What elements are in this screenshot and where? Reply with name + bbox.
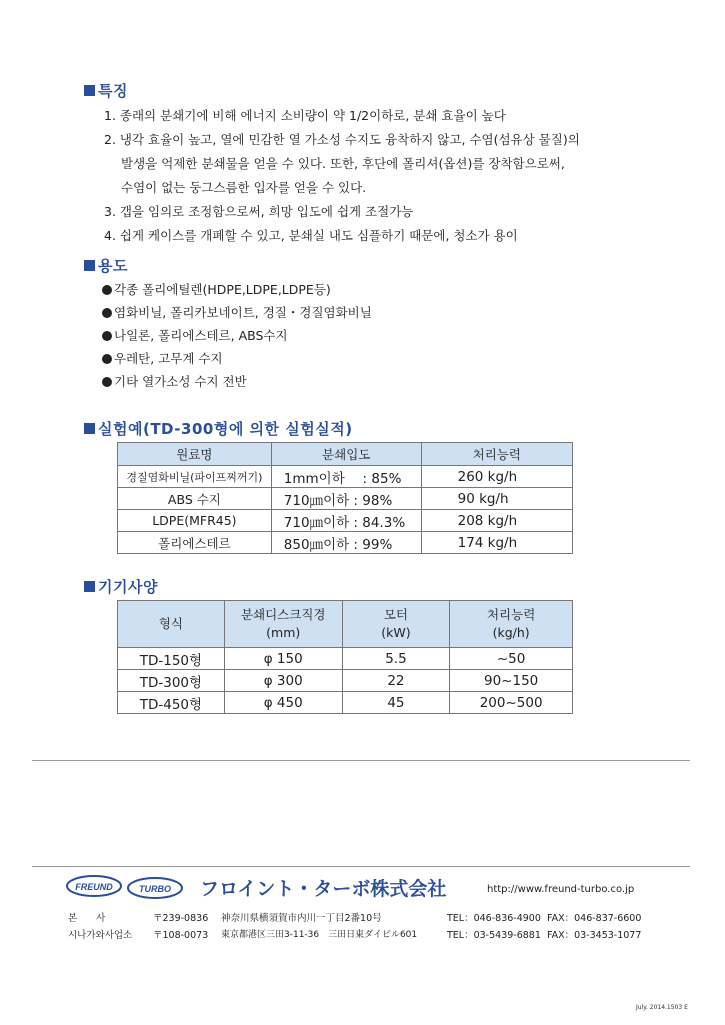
specs-title: 기기사양 bbox=[84, 576, 158, 597]
capacity-cell: 174 kg/h bbox=[421, 532, 572, 554]
feature-line: 발생을 억제한 분쇄물을 얻을 수 있다. 또한, 후단에 폴리셔(옵션)를 장착함으로써, bbox=[121, 156, 565, 171]
experiment-table bbox=[117, 442, 573, 554]
motor-cell: 22 bbox=[342, 670, 450, 692]
square-bullet-icon bbox=[84, 423, 95, 434]
specs-table bbox=[117, 600, 573, 714]
particle-size-cell: 1mm이하 : 85% bbox=[271, 466, 421, 488]
feature-line: 수염이 없는 둥그스름한 입자를 얻을 수 있다. bbox=[121, 180, 367, 195]
use-item: 우레탄, 고무계 수지 bbox=[102, 349, 223, 367]
column-header: 처리능력 bbox=[421, 443, 572, 466]
company-url[interactable]: http://www.freund-turbo.co.jp bbox=[487, 884, 635, 895]
column-header: 형식 bbox=[118, 601, 225, 648]
feature-line: 3. 갭을 임의로 조정함으로써, 희망 입도에 쉽게 조절가능 bbox=[104, 204, 414, 219]
disc-diameter-cell: φ 300 bbox=[224, 670, 342, 692]
feature-line: 1. 종래의 분쇄기에 비해 에너지 소비량이 약 1/2이하로, 분쇄 효율이 높다 bbox=[104, 108, 506, 123]
office-fax: FAX：03-3453-1077 bbox=[547, 930, 642, 941]
bullet-dot-icon bbox=[102, 308, 112, 318]
uses-title: 용도 bbox=[84, 255, 128, 276]
use-item: 나일론, 폴리에스테르, ABS수지 bbox=[102, 326, 288, 344]
capacity-cell: 90 kg/h bbox=[421, 488, 572, 510]
motor-cell: 5.5 bbox=[342, 648, 450, 670]
bullet-dot-icon bbox=[102, 285, 112, 295]
use-item: 각종 폴리에틸렌(HDPE,LDPE,LDPE등) bbox=[102, 280, 331, 298]
column-header: 모터 (kW) bbox=[342, 601, 450, 648]
company-name: フロイント・ターボ株式会社 bbox=[200, 878, 447, 900]
capacity-cell: 200~500 bbox=[450, 692, 573, 714]
features-title: 특징 bbox=[84, 80, 128, 101]
feature-line: 2. 냉각 효율이 높고, 열에 민감한 열 가소성 수지도 융착하지 않고, 수염(섬유상 물질)의 bbox=[104, 132, 580, 147]
motor-cell: 45 bbox=[342, 692, 450, 714]
office-address: 東京都港区三田3-11-36 三田日東ダイビル601 bbox=[221, 930, 418, 940]
table-header-row bbox=[118, 443, 573, 466]
model-cell: TD-150형 bbox=[118, 648, 225, 670]
particle-size-cell: 850㎛이하 : 99% bbox=[271, 532, 421, 554]
table-row bbox=[118, 510, 573, 532]
capacity-cell: 90~150 bbox=[450, 670, 573, 692]
model-cell: TD-300형 bbox=[118, 670, 225, 692]
feature-line: 4. 쉽게 케이스를 개폐할 수 있고, 분쇄실 내도 심플하기 때문에, 청소가 용이 bbox=[104, 228, 518, 243]
logo-left-text: FREUND bbox=[75, 882, 113, 892]
office-zip: 〒108-0073 bbox=[153, 930, 209, 941]
experiment-title: 실험예(TD-300형에 의한 실험실적) bbox=[84, 418, 353, 439]
material-cell: LDPE(MFR45) bbox=[118, 510, 272, 532]
office-name: 시나가와사업소 bbox=[68, 930, 133, 941]
square-bullet-icon bbox=[84, 581, 95, 592]
document-code: July. 2014.1503 E bbox=[636, 1004, 688, 1011]
model-cell: TD-450형 bbox=[118, 692, 225, 714]
table-row bbox=[118, 692, 573, 714]
table-row bbox=[118, 532, 573, 554]
column-header: 분쇄입도 bbox=[271, 443, 421, 466]
office-tel: TEL：03-5439-6881 bbox=[447, 930, 541, 941]
logo-right-text: TURBO bbox=[139, 884, 171, 894]
disc-diameter-cell: φ 450 bbox=[224, 692, 342, 714]
material-cell: 폴리에스테르 bbox=[118, 532, 272, 554]
office-name: 본 사 bbox=[68, 913, 106, 924]
use-item: 기타 열가소성 수지 전반 bbox=[102, 372, 247, 390]
column-header: 원료명 bbox=[118, 443, 272, 466]
bullet-dot-icon bbox=[102, 377, 112, 387]
column-header: 분쇄디스크직경 (mm) bbox=[224, 601, 342, 648]
material-cell: ABS 수지 bbox=[118, 488, 272, 510]
column-header: 처리능력 (kg/h) bbox=[450, 601, 573, 648]
disc-diameter-cell: φ 150 bbox=[224, 648, 342, 670]
table-row bbox=[118, 648, 573, 670]
use-item: 염화비닐, 폴리카보네이트, 경질・경질염화비닐 bbox=[102, 303, 372, 321]
capacity-cell: 208 kg/h bbox=[421, 510, 572, 532]
capacity-cell: ~50 bbox=[450, 648, 573, 670]
divider bbox=[32, 866, 690, 867]
office-zip: 〒239-0836 bbox=[153, 913, 209, 924]
bullet-dot-icon bbox=[102, 354, 112, 364]
freund-turbo-logo bbox=[66, 874, 184, 900]
table-row bbox=[118, 466, 573, 488]
particle-size-cell: 710㎛이하 : 84.3% bbox=[271, 510, 421, 532]
table-row bbox=[118, 670, 573, 692]
capacity-cell: 260 kg/h bbox=[421, 466, 572, 488]
square-bullet-icon bbox=[84, 85, 95, 96]
material-cell: 경질염화비닐(파이프찌꺼기) bbox=[118, 466, 272, 488]
table-row bbox=[118, 488, 573, 510]
particle-size-cell: 710㎛이하 : 98% bbox=[271, 488, 421, 510]
bullet-dot-icon bbox=[102, 331, 112, 341]
square-bullet-icon bbox=[84, 260, 95, 271]
table-header-row bbox=[118, 601, 573, 648]
office-fax: FAX：046-837-6600 bbox=[547, 913, 642, 924]
office-address: 神奈川県横須賀市内川一丁目2番10号 bbox=[221, 913, 382, 924]
divider bbox=[32, 760, 690, 761]
office-tel: TEL：046-836-4900 bbox=[447, 913, 541, 924]
